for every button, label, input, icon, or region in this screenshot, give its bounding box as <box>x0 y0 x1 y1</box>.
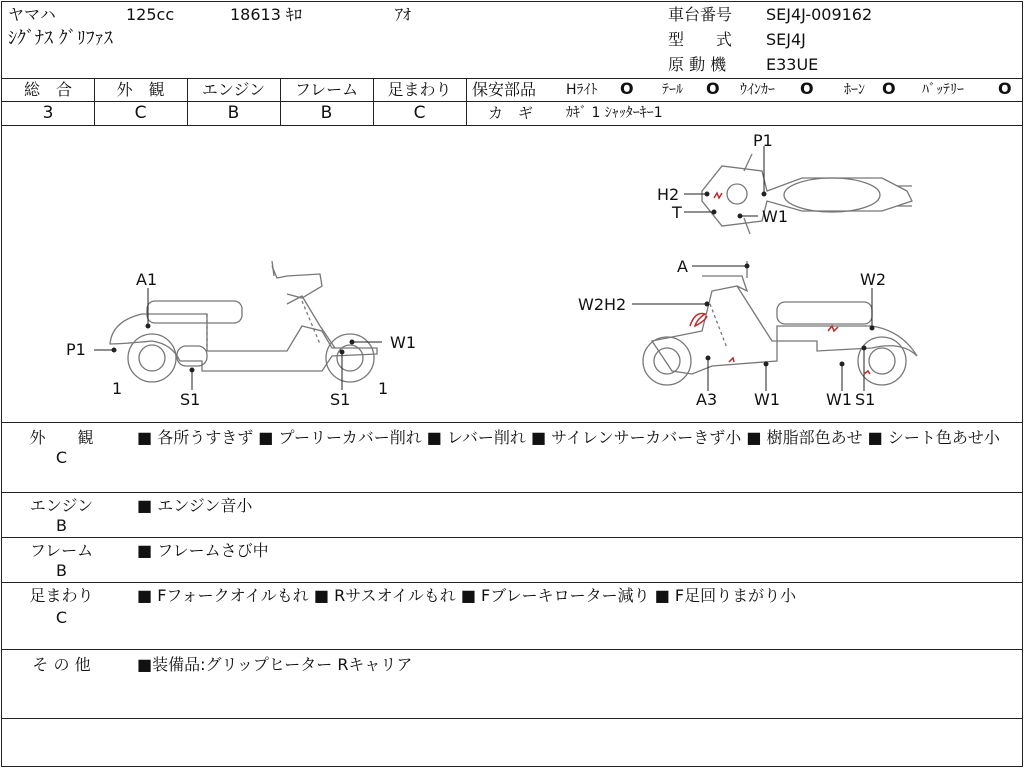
grade-suspension: C <box>413 103 426 123</box>
engine-value: E33UE <box>766 55 819 74</box>
safety-headlight: Hﾗｲﾄ <box>566 82 598 98</box>
section-frame <box>2 538 1022 582</box>
label-right-s1: S1 <box>855 390 876 409</box>
label-right-w2: W2 <box>860 270 886 289</box>
frame-no: SEJ4J-009162 <box>766 5 873 24</box>
section-frame-grade: B <box>56 561 67 580</box>
color: ｱｵ <box>395 5 412 24</box>
label-top-h2: H2 <box>657 185 680 204</box>
maker: ヤマハ <box>8 5 56 24</box>
section-frame-items: ■ フレームさび中 <box>137 541 269 560</box>
grade-engine: B <box>227 103 240 123</box>
divider <box>2 101 1022 102</box>
grade-header-engine: エンジン <box>201 80 266 99</box>
label-top-t: T <box>672 203 682 222</box>
section-exterior <box>2 423 1022 492</box>
grade-header-frame: フレーム <box>294 80 359 99</box>
mileage: 18613 ｷﾛ <box>230 5 302 24</box>
grade-overall: 3 <box>42 103 54 123</box>
label-right-w1-mid: W1 <box>754 390 780 409</box>
safety-headlight-mark: O <box>620 79 634 98</box>
label-left-1-front: 1 <box>112 379 123 398</box>
safety-taillight-mark: O <box>706 79 720 98</box>
section-engine-grade: B <box>56 516 67 535</box>
type-value: SEJ4J <box>766 30 806 49</box>
section-frame-name: フレーム <box>29 541 94 560</box>
section-other-items: ■装備品:グリップヒーター Rキャリア <box>137 655 413 674</box>
section-other <box>2 650 1022 718</box>
label-right-w2h2: W2H2 <box>578 295 627 314</box>
label-top-w1: W1 <box>762 207 788 226</box>
label-top-p1: P1 <box>753 131 773 150</box>
section-suspension-grade: C <box>55 608 68 627</box>
section-exterior-grade: C <box>55 448 68 467</box>
section-suspension-name: 足まわり <box>29 586 94 605</box>
section-engine <box>2 493 1022 537</box>
safety-horn-mark: O <box>882 79 896 98</box>
safety-battery-mark: O <box>998 79 1012 98</box>
divider <box>2 718 1022 719</box>
safety-winker: ｳｲﾝｶｰ <box>740 82 775 98</box>
safety-battery: ﾊﾞｯﾃﾘｰ <box>922 82 964 98</box>
safety-taillight: ﾃｰﾙ <box>662 82 683 98</box>
label-left-s1-rear: S1 <box>330 390 351 409</box>
engine-label: 原 動 機 <box>668 55 727 74</box>
label-right-w1-rear: W1 <box>826 390 852 409</box>
section-exterior-name: 外 観 <box>29 428 94 447</box>
grade-header-suspension: 足まわり <box>387 80 452 99</box>
label-left-a1: A1 <box>136 270 158 289</box>
label-right-a3: A3 <box>696 390 718 409</box>
key-label: カ ギ <box>488 104 534 122</box>
safety-horn: ﾎｰﾝ <box>844 82 865 98</box>
grade-header-exterior: 外 観 <box>116 80 165 99</box>
section-suspension <box>2 583 1022 649</box>
label-left-1-rear: 1 <box>378 379 389 398</box>
top-scooter <box>702 154 912 234</box>
label-right-a: A <box>677 257 688 276</box>
displacement: 125cc <box>126 5 175 24</box>
model-name: ｼｸﾞﾅｽ ｸﾞﾘﾌｧｽ <box>8 28 113 49</box>
section-exterior-items: ■ 各所うすきず ■ プーリーカバー削れ ■ レバー削れ ■ サイレンサーカバーきず小 ■ 樹脂部色あせ ■ シート色あせ小 <box>137 428 1000 447</box>
grade-exterior: C <box>134 103 147 123</box>
section-other-name: そ の 他 <box>32 655 91 674</box>
divider <box>2 78 1022 79</box>
safety-winker-mark: O <box>800 79 814 98</box>
label-left-w1: W1 <box>390 333 416 352</box>
section-suspension-items: ■ Fフォークオイルもれ ■ Rサスオイルもれ ■ Fブレーキローター減り ■ F足回りまがり小 <box>137 586 797 605</box>
label-left-s1-front: S1 <box>180 390 201 409</box>
label-left-p1: P1 <box>66 340 86 359</box>
key-value: ｶｷﾞ 1 ｼｬｯﾀｰｷｰ1 <box>566 105 663 121</box>
section-engine-items: ■ エンジン音小 <box>137 496 253 515</box>
type-label: 型 式 <box>668 30 733 49</box>
section-engine-name: エンジン <box>29 496 94 515</box>
grade-frame: B <box>320 103 333 123</box>
grade-header-overall: 総 合 <box>23 80 72 99</box>
frame-no-label: 車台番号 <box>668 5 733 24</box>
safety-label: 保安部品 <box>472 80 537 99</box>
